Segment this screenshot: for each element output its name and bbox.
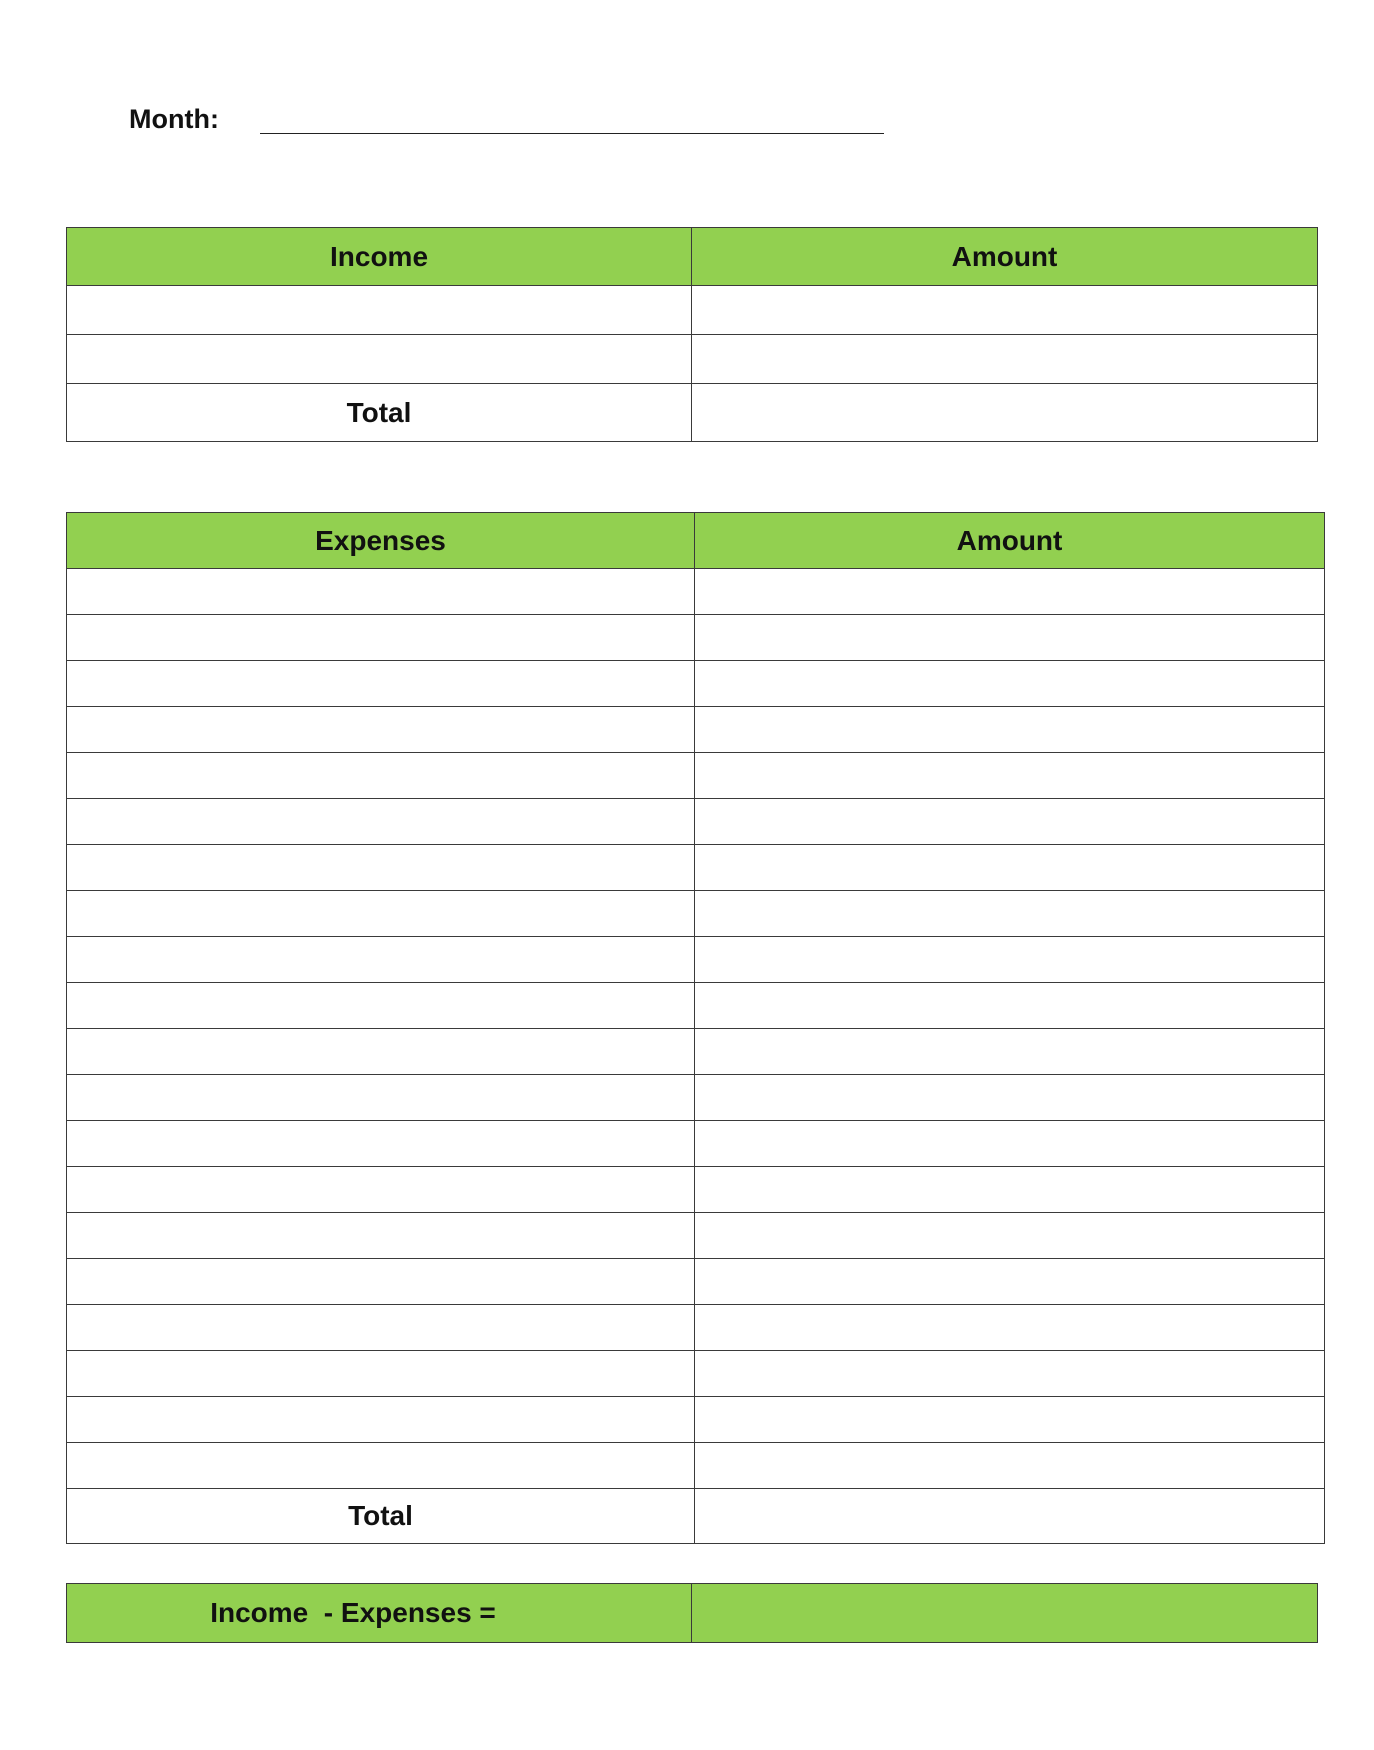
income-total-amount-cell[interactable] [692,384,1318,442]
expenses-amount-cell[interactable] [695,799,1325,845]
expenses-item-cell[interactable] [67,1029,695,1075]
expenses-total-amount-cell[interactable] [695,1489,1325,1544]
expenses-item-cell[interactable] [67,569,695,615]
month-label: Month: [129,104,219,134]
net-table [66,1583,1318,1643]
expenses-amount-cell[interactable] [695,937,1325,983]
expenses-amount-cell[interactable] [695,1213,1325,1259]
expenses-row [67,1397,1325,1443]
income-header: Income [67,228,692,286]
expenses-item-cell[interactable] [67,1213,695,1259]
expenses-amount-cell[interactable] [695,1121,1325,1167]
income-row [67,335,1318,384]
month-field [129,100,889,140]
expenses-item-cell[interactable] [67,983,695,1029]
expenses-amount-cell[interactable] [695,1167,1325,1213]
expenses-row [67,753,1325,799]
expenses-amount-cell[interactable] [695,1029,1325,1075]
expenses-item-cell[interactable] [67,845,695,891]
expenses-amount-cell[interactable] [695,891,1325,937]
expenses-item-cell[interactable] [67,1443,695,1489]
expenses-item-cell[interactable] [67,1305,695,1351]
expenses-row [67,983,1325,1029]
income-total-label: Total [67,384,692,442]
expenses-row [67,1443,1325,1489]
expenses-item-cell[interactable] [67,1167,695,1213]
net-row [67,1584,1318,1643]
expenses-header-row [67,513,1325,569]
month-input-line[interactable] [260,133,884,134]
expenses-row [67,1075,1325,1121]
expenses-amount-cell[interactable] [695,1305,1325,1351]
expenses-row [67,937,1325,983]
expenses-item-cell[interactable] [67,799,695,845]
expenses-item-cell[interactable] [67,753,695,799]
expenses-row [67,1351,1325,1397]
expenses-item-cell[interactable] [67,1397,695,1443]
expenses-rows [67,569,1325,1489]
expenses-item-cell[interactable] [67,937,695,983]
expenses-table [66,512,1325,1544]
expenses-row [67,1213,1325,1259]
expenses-row [67,845,1325,891]
expenses-item-cell[interactable] [67,1075,695,1121]
income-amount-cell[interactable] [692,335,1318,384]
net-label: Income - Expenses = [67,1584,692,1643]
expenses-amount-cell[interactable] [695,1443,1325,1489]
income-rows [67,286,1318,384]
expenses-row [67,1305,1325,1351]
expenses-amount-cell[interactable] [695,753,1325,799]
expenses-header: Expenses [67,513,695,569]
expenses-amount-cell[interactable] [695,1259,1325,1305]
income-row [67,286,1318,335]
income-amount-cell[interactable] [692,286,1318,335]
income-amount-header: Amount [692,228,1318,286]
expenses-item-cell[interactable] [67,707,695,753]
expenses-amount-cell[interactable] [695,707,1325,753]
expenses-item-cell[interactable] [67,1351,695,1397]
expenses-row [67,615,1325,661]
expenses-row [67,799,1325,845]
expenses-amount-cell[interactable] [695,569,1325,615]
expenses-item-cell[interactable] [67,1259,695,1305]
expenses-item-cell[interactable] [67,615,695,661]
expenses-row [67,1121,1325,1167]
expenses-amount-cell[interactable] [695,615,1325,661]
expenses-item-cell[interactable] [67,661,695,707]
expenses-amount-cell[interactable] [695,1075,1325,1121]
expenses-row [67,1029,1325,1075]
expenses-amount-cell[interactable] [695,983,1325,1029]
income-header-row [67,228,1318,286]
expenses-row [67,1259,1325,1305]
expenses-amount-cell[interactable] [695,1351,1325,1397]
expenses-row [67,1167,1325,1213]
expenses-amount-header: Amount [695,513,1325,569]
expenses-item-cell[interactable] [67,1121,695,1167]
income-item-cell[interactable] [67,286,692,335]
income-table [66,227,1318,442]
expenses-total-label: Total [67,1489,695,1544]
expenses-row [67,707,1325,753]
expenses-row [67,661,1325,707]
income-total-row [67,384,1318,442]
expenses-amount-cell[interactable] [695,1397,1325,1443]
net-amount-cell[interactable] [692,1584,1318,1643]
expenses-total-row [67,1489,1325,1544]
expenses-row [67,569,1325,615]
income-item-cell[interactable] [67,335,692,384]
expenses-amount-cell[interactable] [695,845,1325,891]
expenses-row [67,891,1325,937]
expenses-amount-cell[interactable] [695,661,1325,707]
expenses-item-cell[interactable] [67,891,695,937]
